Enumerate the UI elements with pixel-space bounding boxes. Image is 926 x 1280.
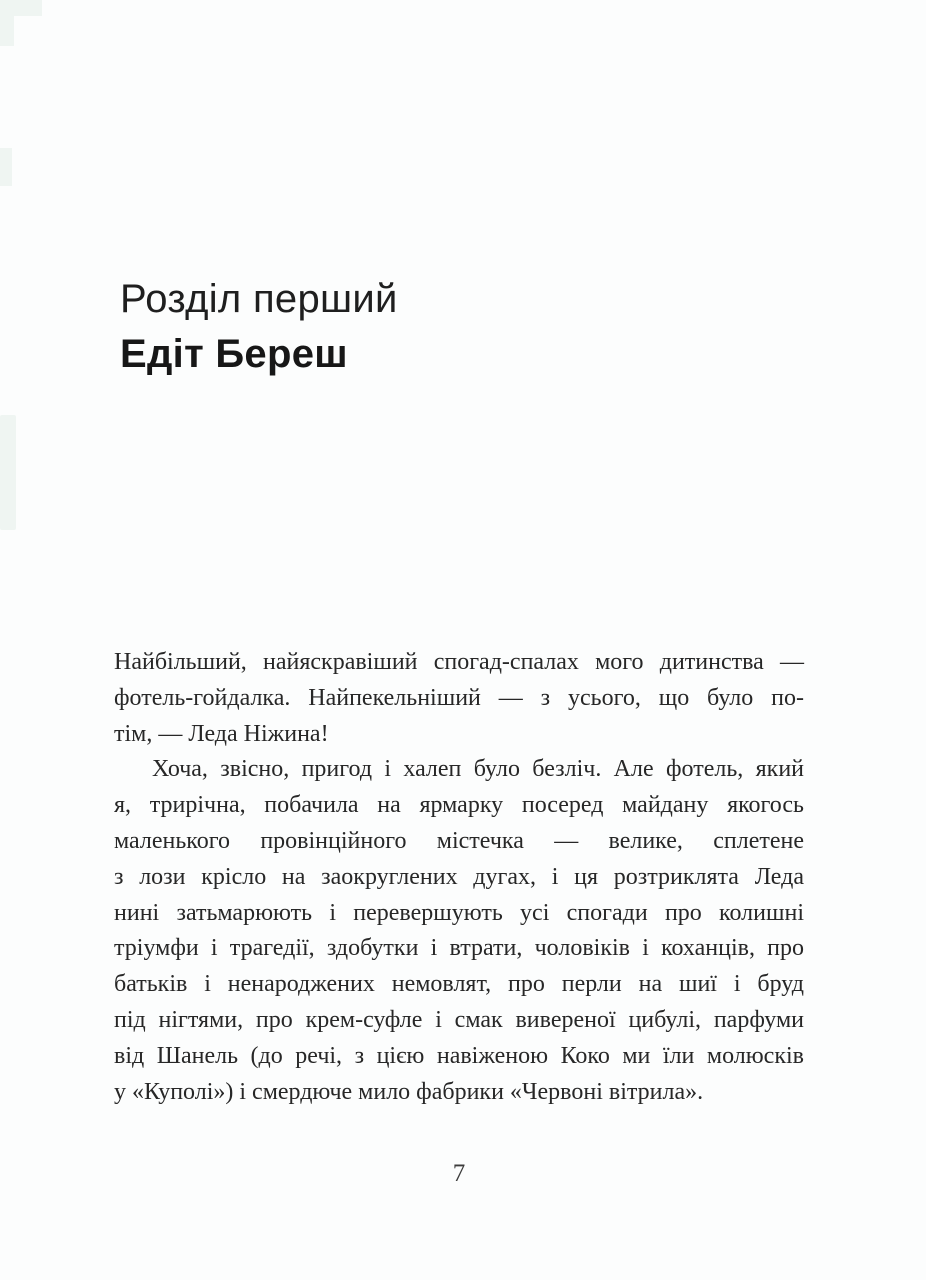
scan-artifact-edge (0, 148, 12, 186)
body-line: від Шанель (до речі, з цією навіженою Коко ми їли молюсків (114, 1042, 804, 1069)
body-line: Хоча, звісно, пригод і халеп було безліч. Але фотель, який (152, 756, 804, 783)
chapter-title: Едіт Береш (120, 332, 348, 376)
body-line: тім, — Леда Ніжина! (114, 720, 329, 747)
body-line: нині затьмарюють і перевершують усі спогади про колишні (114, 899, 804, 926)
paragraph-1 (114, 645, 804, 752)
body-line: під нігтями, про крем-суфле і смак вивереної цибулі, парфуми (114, 1006, 804, 1033)
scan-artifact-corner (0, 0, 14, 46)
paragraph-2 (114, 752, 804, 1110)
scan-artifact-edge (0, 415, 16, 530)
body-line: Найбільший, найяскравіший спогад-спалах мого дитинства — (114, 649, 804, 675)
chapter-kicker: Розділ перший (120, 277, 398, 321)
body-text (114, 645, 804, 1110)
body-line: фотель-гойдалка. Найпекельніший — з усього, що було по- (114, 684, 804, 711)
body-line: батьків і ненароджених немовлят, про перли на шиї і бруд (114, 971, 804, 998)
body-line: у «Куполі») і смердюче мило фабрики «Червоні вітрила». (114, 1078, 704, 1105)
body-line: тріумфи і трагедії, здобутки і втрати, чоловіків і коханців, про (114, 935, 804, 962)
body-line: я, трирічна, побачила на ярмарку посеред майдану якогось (114, 792, 804, 819)
page-number: 7 (452, 1160, 466, 1187)
body-line: з лози крісло на заокруглених дугах, і ця розтриклята Леда (114, 863, 804, 890)
body-line: маленького провінційного містечка — велике, сплетене (114, 827, 804, 854)
